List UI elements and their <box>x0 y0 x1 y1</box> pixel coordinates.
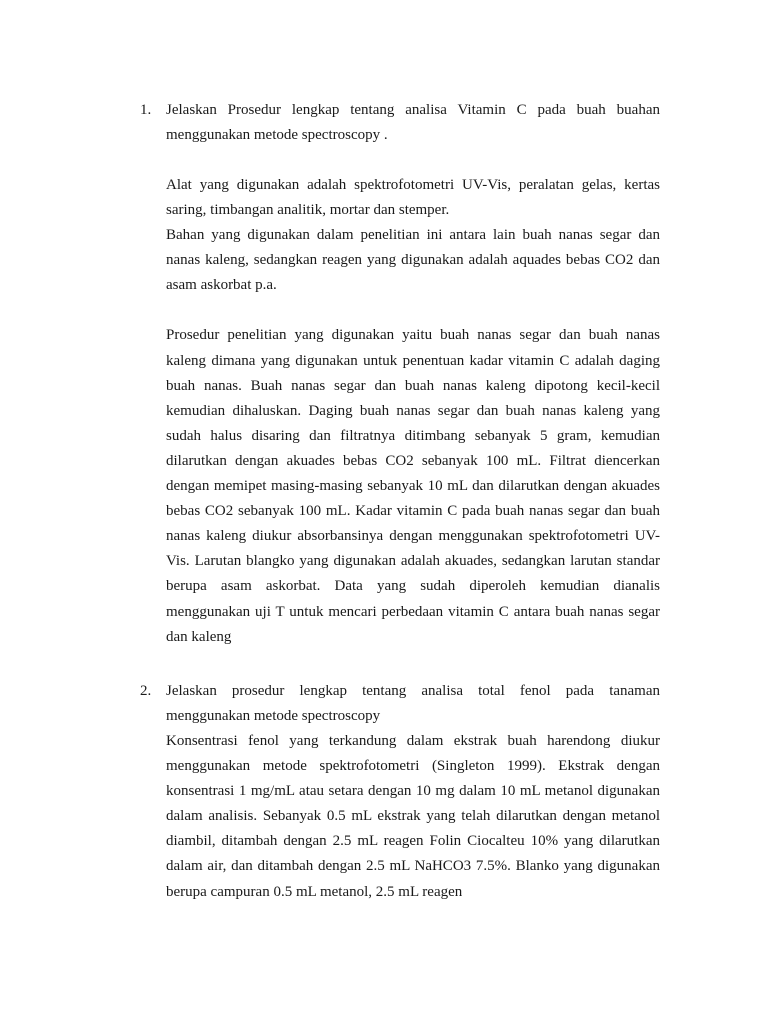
question-text-line-1: Jelaskan Prosedur lengkap tentang analisa Vitamin C pada buah buahan <box>166 102 660 118</box>
question-text-line-2: menggunakan metode spectroscopy <box>166 708 381 724</box>
question-text-line-1: Jelaskan prosedur lengkap tentang analisa total fenol pada tanaman <box>166 683 660 699</box>
answer-paragraph-procedure: Prosedur penelitian yang digunakan yaitu buah nanas segar dan buah nanas kaleng dimana yang digunakan untuk penentuan kadar vitamin C adalah daging buah nanas. Buah nanas segar dan buah nanas kaleng dipotong kecil-kecil kemudian dihaluskan. Daging buah nanas segar dan buah nanas kaleng yang sudah halus disaring dan filtratnya ditimbang sebanyak 5 gram, kemudian dilarutkan dengan akuades bebas CO2 sebanyak 100 mL. Filtrat diencerkan dengan memipet masing-masing sebanyak 10 mL dan dilarutkan dengan akuades bebas CO2 sebanyak 100 mL. Kadar vitamin C pada buah nanas segar dan buah nanas kaleng diukur absorbansinya dengan menggunakan spektrofotometri UV-Vis. Larutan blangko yang digunakan adalah akuades, sedangkan larutan standar berupa asam askorbat. Data yang sudah diperoleh kemudian dianalis menggunakan uji T untuk mencari perbedaan vitamin C antara buah nanas segar dan kaleng <box>166 327 660 645</box>
item-body <box>166 98 660 650</box>
item-number: 1. <box>140 102 152 118</box>
answer-paragraph-tools: Alat yang digunakan adalah spektrofotometri UV-Vis, peralatan gelas, kertas saring, timbangan analitik, mortar dan stemper. <box>166 177 660 219</box>
spacer <box>166 298 660 323</box>
answer-paragraph-materials: Bahan yang digunakan dalam penelitian ini antara lain buah nanas segar dan nanas kaleng, sedangkan reagen yang digunakan adalah aquades bebas CO2 dan asam askorbat p.a. <box>166 227 660 294</box>
question-item-2 <box>140 679 660 905</box>
answer-paragraph-phenol: Konsentrasi fenol yang terkandung dalam ekstrak buah harendong diukur menggunakan metode spektrofotometri (Singleton 1999). Ekstrak dengan konsentrasi 1 mg/mL atau setara dengan 10 mg dalam 10 mL metanol digunakan dalam analisis. Sebanyak 0.5 mL ekstrak yang telah dilarutkan dengan metanol diambil, ditambah dengan 2.5 mL reagen Folin Ciocalteu 10% yang dilarutkan dalam air, dan ditambah dengan 2.5 mL NaHCO3 7.5%. Blanko yang digunakan berupa campuran 0.5 mL metanol, 2.5 mL reagen <box>166 733 660 900</box>
item-body <box>166 679 660 905</box>
spacer <box>166 148 660 173</box>
question-item-1 <box>140 98 660 650</box>
item-number: 2. <box>140 683 152 699</box>
question-text-line-2: menggunakan metode spectroscopy . <box>166 127 388 143</box>
